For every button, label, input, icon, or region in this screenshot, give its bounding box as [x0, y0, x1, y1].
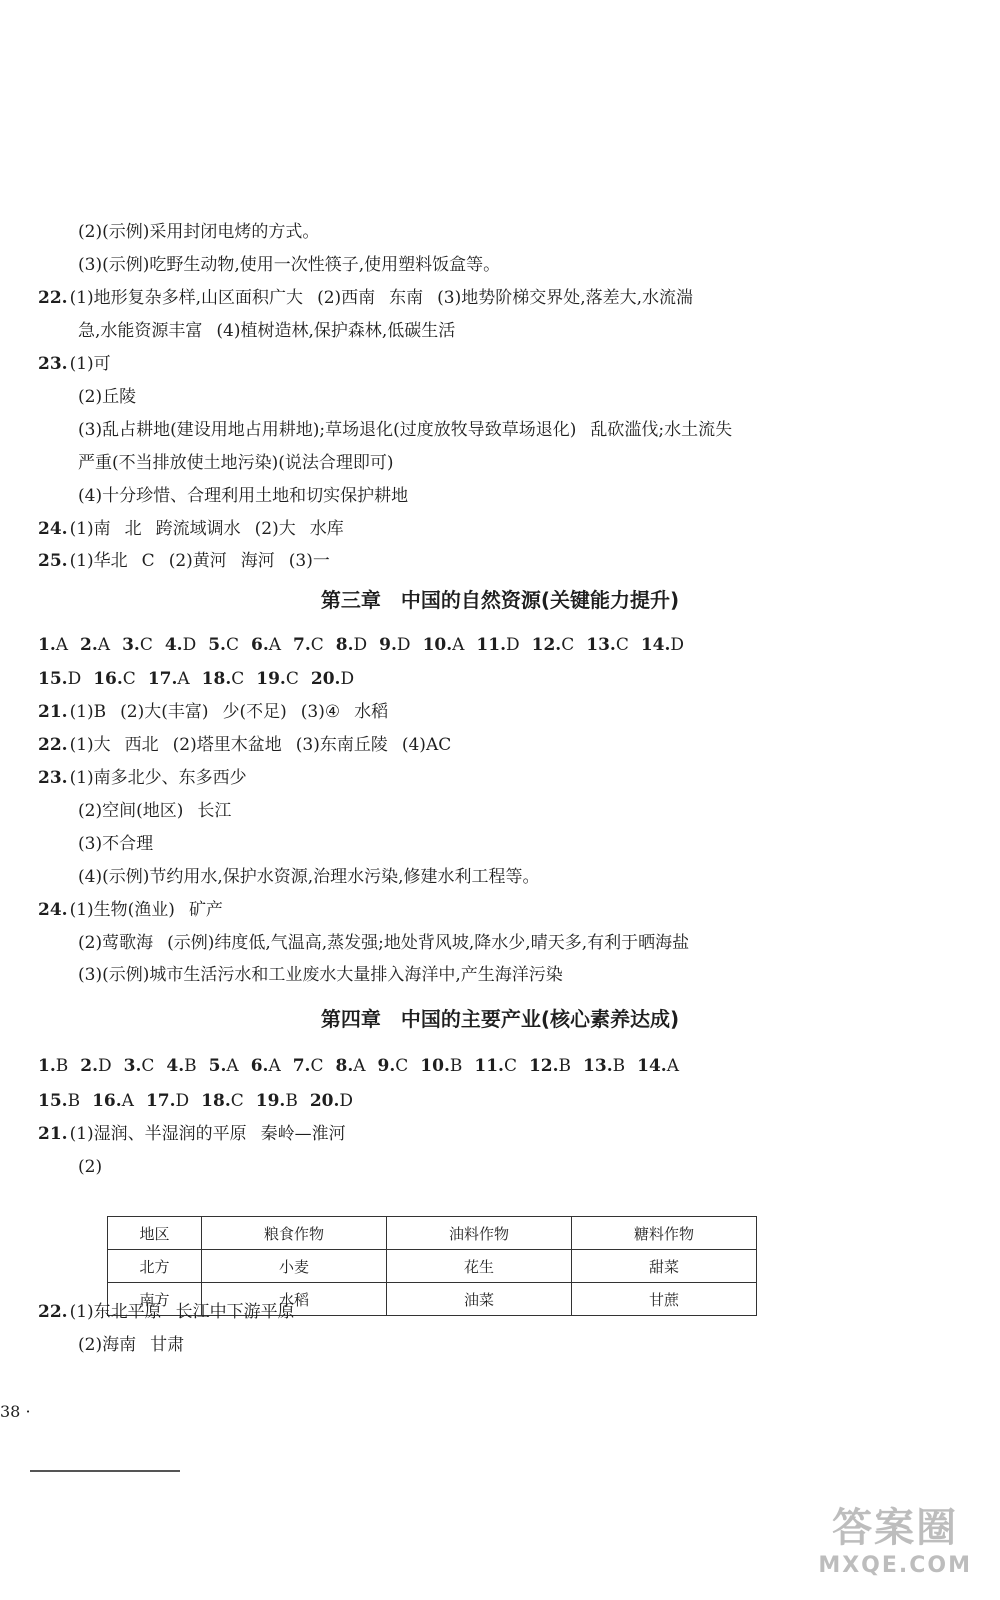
mc-choice: A	[452, 635, 465, 655]
answer-text: 秦岭—淮河	[260, 1124, 346, 1144]
mc-choice: C	[310, 635, 324, 655]
table-cell: 糖料作物	[572, 1217, 757, 1250]
mc-row	[38, 667, 938, 691]
answer-text: 东南	[389, 288, 424, 308]
mc-number: 8.	[335, 635, 354, 655]
table-cell: 甘蔗	[572, 1283, 757, 1316]
answer-line	[78, 451, 978, 475]
answer-text: C	[141, 551, 155, 571]
mc-number: 14.	[637, 1056, 667, 1076]
mc-answer	[208, 633, 239, 657]
mc-answer	[251, 1054, 281, 1078]
answer-text: (1)可	[69, 354, 111, 374]
mc-number: 16.	[92, 1091, 122, 1111]
mc-choice: D	[175, 1091, 190, 1111]
mc-choice: D	[339, 1091, 354, 1111]
table-cell: 油菜	[387, 1283, 572, 1316]
question-number: 22.	[38, 288, 68, 308]
mc-choice: D	[182, 635, 197, 655]
answer-text: (1)地形复杂多样,山区面积广大	[69, 288, 304, 308]
answer-line	[38, 733, 938, 757]
answer-text: (1)南多北少、东多西少	[69, 768, 247, 788]
answer-text: 水稻	[354, 702, 389, 722]
answer-text: 海河	[240, 551, 275, 571]
mc-choice: B	[612, 1056, 626, 1076]
mc-answer	[293, 1054, 324, 1078]
mc-answer	[93, 667, 136, 691]
answer-text: (2)莺歌海	[78, 933, 154, 953]
mc-answer	[641, 633, 684, 657]
question-number: 22.	[38, 735, 68, 755]
answer-line	[78, 418, 978, 442]
mc-choice: A	[177, 669, 190, 689]
mc-answer	[586, 633, 629, 657]
mc-answer	[532, 633, 575, 657]
mc-answer	[92, 1089, 134, 1113]
answer-text: (2)海南	[78, 1335, 137, 1355]
answer-text: (3)乱占耕地(建设用地占用耕地);草场退化(过度放牧导致草场退化)	[78, 420, 577, 440]
mc-row	[38, 633, 938, 657]
answer-text: 甘肃	[150, 1335, 185, 1355]
answer-line	[38, 517, 938, 541]
answer-text: 北	[124, 519, 142, 539]
mc-number: 4.	[164, 635, 183, 655]
answer-text: (4)植树造林,保护森林,低碳生活	[216, 321, 456, 341]
mc-number: 7.	[292, 1056, 311, 1076]
mc-number: 18.	[201, 669, 232, 689]
mc-row	[38, 1054, 938, 1078]
answer-text: (1)湿润、半湿润的平原	[69, 1124, 247, 1144]
answer-text: (2)丘陵	[78, 387, 137, 407]
mc-answer	[378, 1054, 409, 1078]
answer-line	[38, 286, 938, 310]
mc-number: 14.	[640, 635, 671, 655]
answer-text: (3)东南丘陵	[295, 735, 388, 755]
answer-line	[38, 898, 938, 922]
mc-answer	[379, 633, 410, 657]
mc-number: 12.	[528, 1056, 559, 1076]
table-cell: 地区	[108, 1217, 202, 1250]
mc-answer	[201, 1089, 244, 1113]
mc-choice: A	[121, 1091, 134, 1111]
answer-text: 急,水能资源丰富	[78, 321, 203, 341]
mc-number: 17.	[147, 669, 178, 689]
mc-number: 6.	[250, 635, 269, 655]
mc-answer	[80, 633, 110, 657]
mc-choice: D	[340, 669, 355, 689]
mc-answer	[165, 633, 196, 657]
answer-text: (2)	[78, 1157, 103, 1177]
watermark-logo	[818, 1496, 972, 1578]
mc-number: 3.	[122, 635, 140, 655]
mc-number: 20.	[310, 669, 341, 689]
footer-rule	[30, 1470, 180, 1472]
mc-choice: D	[98, 1056, 112, 1076]
mc-answer	[311, 667, 354, 691]
mc-answer	[423, 633, 465, 657]
answer-line	[78, 1333, 978, 1357]
mc-choice: C	[139, 635, 153, 655]
table-cell: 油料作物	[387, 1217, 572, 1250]
mc-choice: D	[670, 635, 685, 655]
table-header-row	[108, 1217, 757, 1250]
question-number: 21.	[38, 1124, 68, 1144]
answer-text: 严重(不当排放使土地污染)(说法合理即可)	[78, 453, 394, 473]
answer-text: (4)(示例)节约用水,保护水资源,治理水污染,修建水利工程等。	[78, 867, 540, 887]
mc-choice: D	[67, 669, 82, 689]
answer-text: (3)不合理	[78, 834, 154, 854]
mc-number: 7.	[293, 635, 311, 655]
table-cell: 甜菜	[572, 1250, 757, 1283]
table-cell: 粮食作物	[202, 1217, 387, 1250]
mc-number: 2.	[80, 635, 98, 655]
answer-text: (4)十分珍惜、合理利用土地和切实保护耕地	[78, 486, 409, 506]
mc-number: 18.	[201, 1091, 231, 1111]
mc-choice: C	[310, 1056, 324, 1076]
mc-number: 10.	[422, 635, 453, 655]
mc-choice: A	[268, 635, 282, 655]
answer-text: 西北	[124, 735, 159, 755]
mc-number: 2.	[80, 1056, 98, 1076]
answer-line	[78, 253, 978, 277]
mc-choice: A	[97, 635, 111, 655]
mc-number: 11.	[476, 635, 506, 655]
mc-answer	[529, 1054, 571, 1078]
mc-choice: A	[353, 1056, 366, 1076]
mc-choice: D	[506, 635, 520, 655]
mc-answer	[148, 667, 190, 691]
answer-text: (2)大	[254, 519, 296, 539]
answer-text: (2)塔里木盆地	[172, 735, 282, 755]
mc-choice: D	[353, 635, 368, 655]
mc-choice: A	[268, 1056, 281, 1076]
mc-answer	[38, 667, 81, 691]
question-number: 23.	[38, 768, 68, 788]
mc-answer	[38, 633, 68, 657]
mc-choice: A	[55, 635, 69, 655]
answer-text: (2)西南	[317, 288, 376, 308]
answer-line	[78, 799, 978, 823]
mc-number: 6.	[250, 1056, 269, 1076]
question-number: 24.	[38, 519, 68, 539]
mc-answer	[122, 633, 153, 657]
mc-row	[38, 1089, 938, 1113]
mc-choice: C	[122, 669, 136, 689]
answer-text: 矿产	[188, 900, 223, 920]
mc-choice: B	[558, 1056, 572, 1076]
table-cell: 水稻	[202, 1283, 387, 1316]
mc-choice: A	[666, 1056, 679, 1076]
mc-choice: B	[67, 1091, 81, 1111]
mc-answer	[293, 633, 324, 657]
mc-number: 4.	[166, 1056, 185, 1076]
answer-line	[78, 832, 978, 856]
mc-answer	[124, 1054, 155, 1078]
mc-answer	[476, 633, 519, 657]
mc-answer	[474, 1054, 517, 1078]
answer-text: (2)(示例)采用封闭电烤的方式。	[78, 222, 320, 242]
mc-number: 12.	[531, 635, 562, 655]
answer-line	[78, 319, 978, 343]
mc-answer	[256, 1089, 298, 1113]
answer-line	[78, 963, 978, 987]
mc-number: 3.	[123, 1056, 142, 1076]
mc-number: 17.	[145, 1091, 176, 1111]
chapter3-title: 第三章 中国的自然资源(关键能力提升)	[320, 588, 680, 612]
answer-line	[38, 1122, 938, 1146]
question-number: 25.	[38, 551, 68, 571]
answer-text: (1)大	[69, 735, 111, 755]
mc-number: 5.	[208, 635, 226, 655]
mc-answer	[38, 1089, 80, 1113]
answer-text: 跨流域调水	[155, 519, 241, 539]
mc-choice: C	[395, 1056, 409, 1076]
answer-line	[38, 1300, 938, 1324]
answer-text: (1)南	[69, 519, 111, 539]
mc-choice: C	[231, 669, 245, 689]
answer-line	[38, 700, 938, 724]
answer-text: (3)④	[300, 702, 341, 722]
answer-line	[38, 766, 938, 790]
mc-choice: B	[449, 1056, 463, 1076]
mc-number: 13.	[583, 1056, 613, 1076]
answer-text: (3)(示例)城市生活污水和工业废水大量排入海洋中,产生海洋污染	[78, 965, 563, 985]
mc-choice: A	[226, 1056, 239, 1076]
answer-text: (2)空间(地区)	[78, 801, 184, 821]
mc-choice: B	[55, 1056, 69, 1076]
watermark-text: 答案圈	[832, 1505, 959, 1551]
table-cell: 北方	[108, 1250, 202, 1283]
answer-line	[78, 385, 978, 409]
mc-choice: D	[396, 635, 411, 655]
mc-choice: C	[141, 1056, 155, 1076]
answer-line	[78, 931, 978, 955]
mc-number: 9.	[379, 635, 397, 655]
question-number: 22.	[38, 1302, 68, 1322]
mc-answer	[166, 1054, 196, 1078]
mc-number: 19.	[255, 1091, 286, 1111]
answer-text: 水库	[309, 519, 344, 539]
answer-line	[38, 549, 938, 573]
mc-answer	[637, 1054, 679, 1078]
answer-line	[78, 220, 978, 244]
answer-line	[38, 352, 938, 376]
answer-text: (3)一	[288, 551, 330, 571]
question-number: 24.	[38, 900, 68, 920]
answer-text: (1)B	[69, 702, 107, 722]
mc-answer	[336, 633, 367, 657]
mc-answer	[80, 1054, 111, 1078]
mc-number: 20.	[309, 1091, 340, 1111]
mc-number: 13.	[586, 635, 616, 655]
mc-choice: C	[503, 1056, 517, 1076]
mc-number: 1.	[38, 635, 56, 655]
mc-answer	[420, 1054, 462, 1078]
answer-text: 少(不足)	[222, 702, 287, 722]
mc-answer	[251, 633, 281, 657]
answer-line	[78, 484, 978, 508]
mc-answer	[202, 667, 245, 691]
mc-answer	[209, 1054, 239, 1078]
mc-number: 8.	[335, 1056, 354, 1076]
answer-text: (4)AC	[401, 735, 452, 755]
answer-text: (1)生物(渔业)	[69, 900, 175, 920]
answer-text: (示例)纬度低,气温高,蒸发强;地处背风坡,降水少,晴天多,有利于晒海盐	[167, 933, 690, 953]
answer-text: (3)地势阶梯交界处,落差大,水流湍	[437, 288, 694, 308]
mc-choice: C	[615, 635, 629, 655]
answer-text: (1)东北平原	[69, 1302, 162, 1322]
table-row	[108, 1250, 757, 1283]
answer-text: 长江中下游平原	[175, 1302, 295, 1322]
answer-text: (2)大(丰富)	[120, 702, 209, 722]
watermark-url: MXQE.COM	[818, 1553, 972, 1578]
question-number: 23.	[38, 354, 68, 374]
mc-number: 5.	[208, 1056, 227, 1076]
page-number: 38 ·	[0, 1402, 31, 1421]
question-number: 21.	[38, 702, 68, 722]
mc-number: 15.	[38, 669, 68, 689]
mc-number: 10.	[420, 1056, 450, 1076]
mc-answer	[146, 1089, 189, 1113]
answer-line	[78, 1155, 978, 1179]
mc-answer	[583, 1054, 625, 1078]
mc-choice: C	[225, 635, 239, 655]
answer-line	[78, 865, 978, 889]
mc-answer	[38, 1054, 68, 1078]
mc-answer	[310, 1089, 353, 1113]
mc-choice: C	[561, 635, 575, 655]
mc-number: 9.	[377, 1056, 396, 1076]
answer-text: 长江	[197, 801, 232, 821]
mc-number: 15.	[38, 1091, 68, 1111]
answer-text: (2)黄河	[168, 551, 227, 571]
mc-answer	[335, 1054, 365, 1078]
table-cell: 小麦	[202, 1250, 387, 1283]
mc-choice: B	[184, 1056, 197, 1076]
table-cell: 花生	[387, 1250, 572, 1283]
mc-number: 16.	[93, 669, 123, 689]
mc-choice: C	[230, 1091, 244, 1111]
mc-answer	[256, 667, 299, 691]
mc-choice: C	[285, 669, 299, 689]
answer-text: 乱砍滥伐;水土流失	[590, 420, 733, 440]
chapter4-title: 第四章 中国的主要产业(核心素养达成)	[320, 1007, 680, 1031]
mc-number: 11.	[474, 1056, 504, 1076]
mc-choice: B	[285, 1091, 298, 1111]
table-cell: 南方	[108, 1283, 202, 1316]
mc-number: 1.	[38, 1056, 56, 1076]
answer-text: (3)(示例)吃野生动物,使用一次性筷子,使用塑料饭盒等。	[78, 255, 501, 275]
mc-number: 19.	[256, 669, 286, 689]
answer-text: (1)华北	[69, 551, 128, 571]
